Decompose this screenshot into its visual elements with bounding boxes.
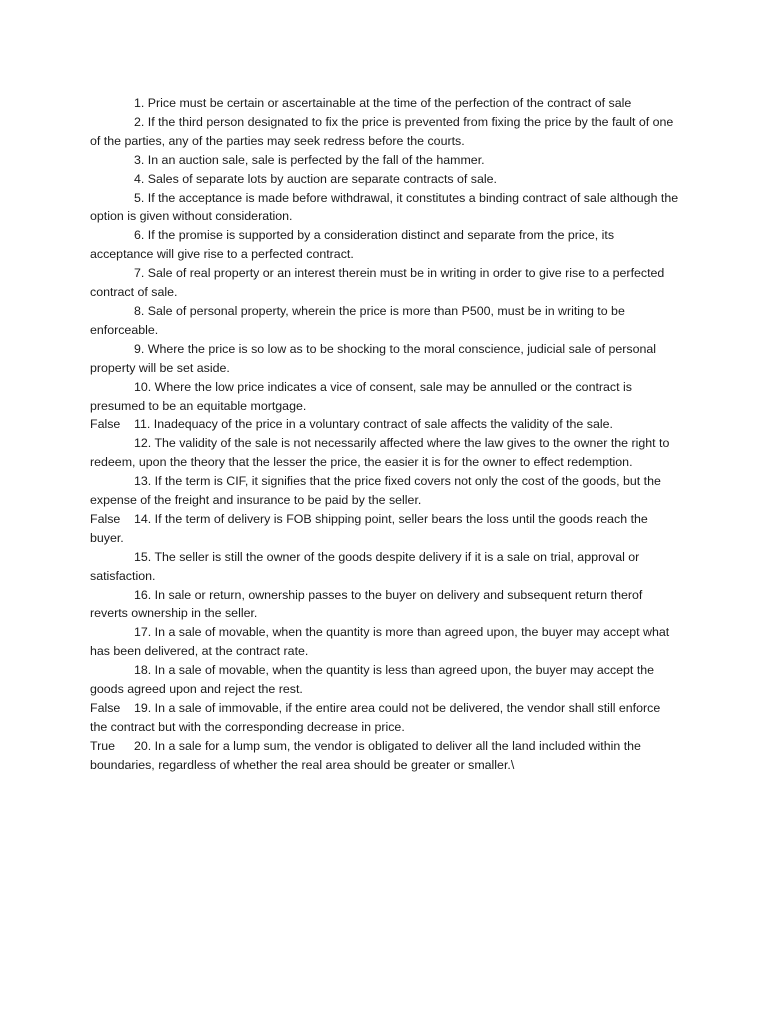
list-item: [90, 548, 680, 586]
answer-mark: False: [90, 417, 121, 432]
list-item: [90, 737, 680, 775]
statement-list: [90, 94, 680, 775]
list-item: [90, 151, 680, 170]
answer-mark: False: [90, 511, 121, 526]
list-item: [90, 226, 680, 264]
statement-text: 6. If the promise is supported by a consideration distinct and separate from the price, its acceptance will give rise to a perfected contract.: [90, 228, 615, 262]
list-item: [90, 378, 680, 416]
statement-text: 7. Sale of real property or an interest therein must be in writing in order to give rise to a perfected contract of sale.: [90, 266, 665, 300]
statement-text: 15. The seller is still the owner of the goods despite delivery if it is a sale on trial, approval or satisfaction.: [90, 549, 640, 583]
list-item: [90, 113, 680, 151]
list-item: [90, 510, 680, 548]
statement-text: 1. Price must be certain or ascertainable at the time of the perfection of the contract of sale: [134, 96, 632, 110]
statement-text: 8. Sale of personal property, wherein the price is more than P500, must be in writing to be enforceable.: [90, 303, 625, 337]
statement-text: 12. The validity of the sale is not necessarily affected where the law gives to the owner the right to redeem, upon the theory that the lesser the price, the easier it is for the owner to effect redemption.: [90, 436, 670, 470]
statement-text: 3. In an auction sale, sale is perfected by the fall of the hammer.: [134, 152, 485, 167]
statement-text: 20. In a sale for a lump sum, the vendor is obligated to deliver all the land included within the boundaries, regardless of whether the real area should be greater or smaller.\: [90, 738, 641, 772]
list-item: [90, 586, 680, 624]
statement-text: 16. In sale or return, ownership passes to the buyer on delivery and subsequent return therof reverts ownership in the seller.: [90, 587, 643, 621]
statement-text: 5. If the acceptance is made before withdrawal, it constitutes a binding contract of sale although the option is given without consideration.: [90, 190, 679, 224]
list-item: [90, 434, 680, 472]
list-item: [90, 170, 680, 189]
statement-text: 19. In a sale of immovable, if the entire area could not be delivered, the vendor shall still enforce the contract but with the corresponding decrease in price.: [90, 701, 661, 734]
list-item: [90, 302, 680, 340]
list-item: [90, 699, 680, 737]
statement-text: 10. Where the low price indicates a vice of consent, sale may be annulled or the contract is presumed to be an equitable mortgage.: [90, 379, 632, 413]
list-item: [90, 94, 680, 113]
statement-text: 2. If the third person designated to fix the price is prevented from fixing the price by the fault of one of the parties, any of the parties may seek redress before the courts.: [90, 114, 674, 148]
list-item: [90, 189, 680, 227]
list-item: [90, 264, 680, 302]
statement-text: 9. Where the price is so low as to be shocking to the moral conscience, judicial sale of personal property will be set aside.: [90, 341, 657, 375]
statement-text: 13. If the term is CIF, it signifies that the price fixed covers not only the cost of the goods, but the expense of the freight and insurance to be paid by the seller.: [90, 474, 661, 508]
answer-mark: True: [90, 738, 116, 753]
statement-text: 4. Sales of separate lots by auction are separate contracts of sale.: [134, 171, 497, 186]
list-item: [90, 415, 680, 434]
list-item: [90, 472, 680, 510]
list-item: [90, 340, 680, 378]
list-item: [90, 661, 680, 699]
statement-text: 17. In a sale of movable, when the quantity is more than agreed upon, the buyer may accept what has been delivered, at the contract rate.: [90, 625, 670, 659]
statement-text: 11. Inadequacy of the price in a voluntary contract of sale affects the validity of the sale.: [134, 417, 613, 432]
statement-text: 18. In a sale of movable, when the quantity is less than agreed upon, the buyer may accept the goods agreed upon and reject the rest.: [90, 663, 655, 697]
answer-mark: False: [90, 701, 121, 715]
statement-text: 14. If the term of delivery is FOB shipping point, seller bears the loss until the goods reach the buyer.: [90, 511, 648, 545]
list-item: [90, 623, 680, 661]
